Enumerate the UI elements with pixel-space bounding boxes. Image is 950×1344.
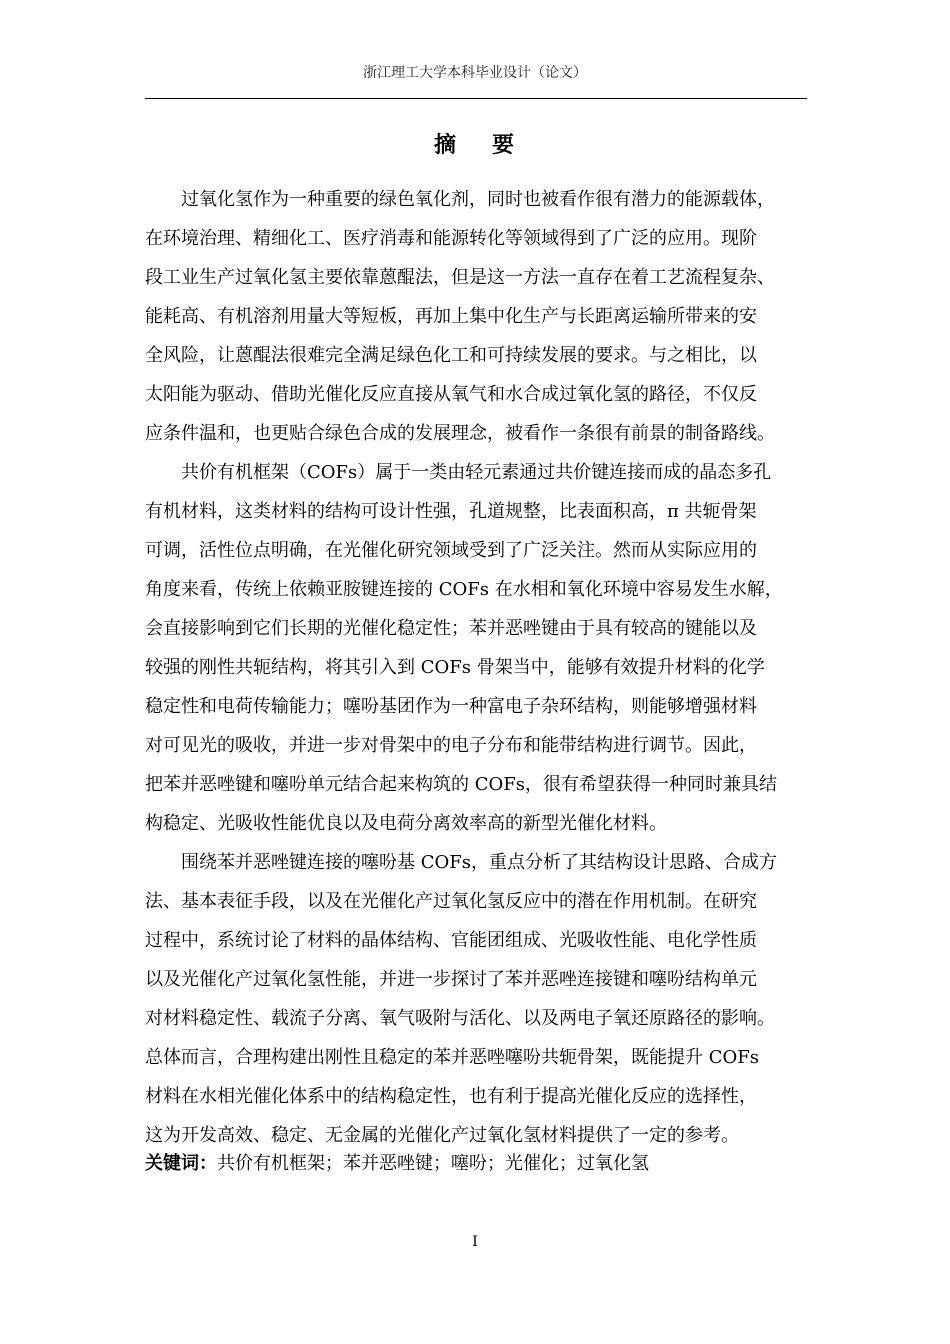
paragraph-line: 材料在水相光催化体系中的结构稳定性，也有利于提高光催化反应的选择性， xyxy=(145,1086,757,1107)
paragraph-line: 把苯并恶唑键和噻吩单元结合起来构筑的 COFs，很有希望获得一种同时兼具结 xyxy=(145,774,777,795)
page-number: I xyxy=(472,1234,478,1250)
title-char-left: 摘 xyxy=(433,132,458,158)
paragraph-line: 会直接影响到它们长期的光催化稳定性；苯并恶唑键由于具有较高的键能以及 xyxy=(145,618,757,639)
keywords-line xyxy=(145,1149,807,1179)
paragraph-line: 应条件温和，也更贴合绿色合成的发展理念，被看作一条很有前景的制备路线。 xyxy=(145,423,775,444)
paragraph-line: 有机材料，这类材料的结构可设计性强，孔道规整，比表面积高，π 共轭骨架 xyxy=(145,501,757,522)
paragraph-line: 这为开发高效、稳定、无金属的光催化产过氧化氢材料提供了一定的参考。 xyxy=(145,1125,739,1146)
paragraph-line: 构稳定、光吸收性能优良以及电荷分离效率高的新型光催化材料。 xyxy=(145,813,667,834)
paragraph-line: 总体而言，合理构建出刚性且稳定的苯并恶唑噻吩共轭骨架，既能提升 COFs xyxy=(145,1047,759,1068)
abstract-paragraph-1 xyxy=(145,180,807,453)
paragraph-line: 在环境治理、精细化工、医疗消毒和能源转化等领域得到了广泛的应用。现阶 xyxy=(145,228,757,249)
keywords-list: 共价有机框架；苯并恶唑键；噻吩；光催化；过氧化氢 xyxy=(217,1153,649,1174)
keywords-label: 关键词： xyxy=(145,1153,217,1174)
paragraph-line: 对材料稳定性、载流子分离、氧气吸附与活化、以及两电子氧还原路径的影响。 xyxy=(145,1008,775,1029)
title-char-right: 要 xyxy=(492,132,517,158)
paragraph-line: 稳定性和电荷传输能力；噻吩基团作为一种富电子杂环结构，则能够增强材料 xyxy=(145,696,757,717)
paragraph-line: 以及光催化产过氧化氢性能，并进一步探讨了苯并恶唑连接键和噻吩结构单元 xyxy=(145,969,757,990)
abstract-title xyxy=(0,128,950,159)
abstract-body xyxy=(145,180,807,1155)
paragraph-line: 共价有机框架（COFs）属于一类由轻元素通过共价键连接而成的晶态多孔 xyxy=(181,462,772,483)
running-header: 浙江理工大学本科毕业设计（论文） xyxy=(363,65,587,81)
paragraph-line: 段工业生产过氧化氢主要依靠蒽醌法，但是这一方法一直存在着工艺流程复杂、 xyxy=(145,267,775,288)
paragraph-line: 过氧化氢作为一种重要的绿色氧化剂，同时也被看作很有潜力的能源载体， xyxy=(181,189,775,210)
abstract-paragraph-3 xyxy=(145,843,807,1155)
abstract-paragraph-2 xyxy=(145,453,807,843)
paragraph-line: 较强的刚性共轭结构，将其引入到 COFs 骨架当中，能够有效提升材料的化学 xyxy=(145,657,765,678)
paragraph-line: 法、基本表征手段，以及在光催化产过氧化氢反应中的潜在作用机制。在研究 xyxy=(145,891,757,912)
header-divider xyxy=(145,98,807,99)
paragraph-line: 围绕苯并恶唑键连接的噻吩基 COFs，重点分析了其结构设计思路、合成方 xyxy=(181,852,777,873)
paragraph-line: 能耗高、有机溶剂用量大等短板，再加上集中化生产与长距离运输所带来的安 xyxy=(145,306,757,327)
paragraph-line: 太阳能为驱动、借助光催化反应直接从氧气和水合成过氧化氢的路径，不仅反 xyxy=(145,384,757,405)
paragraph-line: 对可见光的吸收，并进一步对骨架中的电子分布和能带结构进行调节。因此， xyxy=(145,735,757,756)
paragraph-line: 角度来看，传统上依赖亚胺键连接的 COFs 在水相和氧化环境中容易发生水解， xyxy=(145,579,783,600)
paragraph-line: 过程中，系统讨论了材料的晶体结构、官能团组成、光吸收性能、电化学性质 xyxy=(145,930,757,951)
paragraph-line: 全风险，让蒽醌法很难完全满足绿色化工和可持续发展的要求。与之相比，以 xyxy=(145,345,757,366)
paragraph-line: 可调，活性位点明确，在光催化研究领域受到了广泛关注。然而从实际应用的 xyxy=(145,540,757,561)
